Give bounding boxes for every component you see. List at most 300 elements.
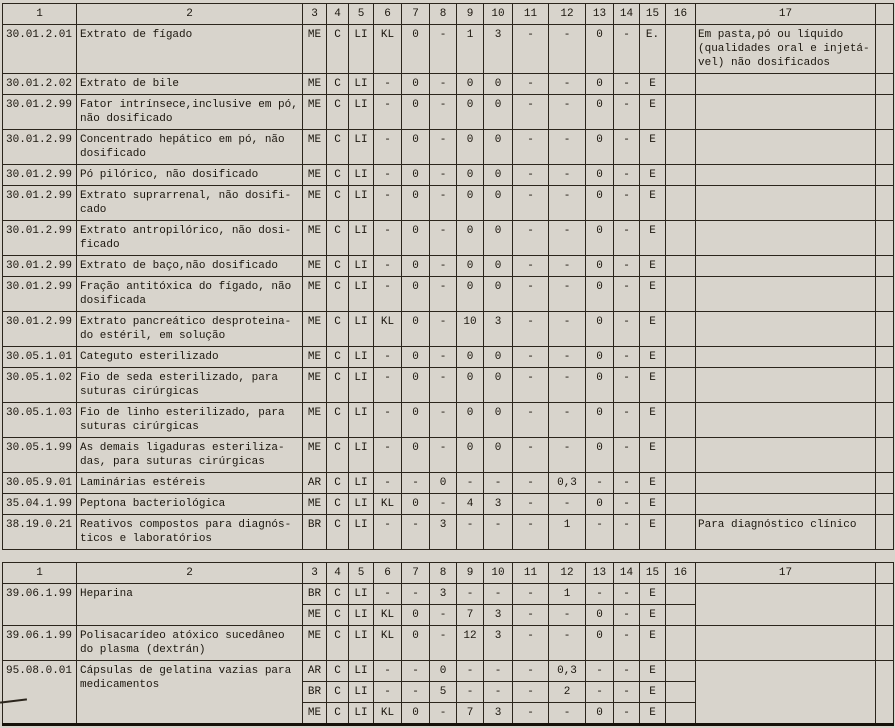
value-cell: ME [303,312,327,347]
value-cell: 0 [586,605,614,626]
value-cell: C [327,130,349,165]
margin-cell [876,661,894,725]
table-row [3,626,894,661]
column-header [876,4,894,25]
description-cell: Laminárias estéreis [77,473,303,494]
note-cell [696,473,876,494]
value-cell: - [614,277,640,312]
value-cell: - [614,95,640,130]
value-cell: E [640,515,666,550]
value-cell: - [513,403,549,438]
value-cell: - [549,256,586,277]
value-cell: 0 [457,403,484,438]
value-cell: E [640,605,666,626]
value-cell: - [513,473,549,494]
value-cell: - [549,347,586,368]
value-cell: - [402,473,430,494]
column-header: 4 [327,563,349,584]
description-cell: Peptona bacteriológica [77,494,303,515]
value-cell: - [513,661,549,682]
value-cell: 0 [457,74,484,95]
note-cell [696,256,876,277]
value-cell: 0 [586,25,614,74]
column-header: 15 [640,4,666,25]
value-cell: 0 [484,403,513,438]
value-cell: 0 [402,312,430,347]
code-cell: 30.01.2.02 [3,74,77,95]
value-cell: C [327,605,349,626]
value-cell [666,584,696,605]
value-cell: 3 [484,25,513,74]
value-cell: 0 [402,403,430,438]
column-header: 5 [349,4,374,25]
value-cell: - [549,186,586,221]
value-cell: - [374,473,402,494]
value-cell: - [374,256,402,277]
value-cell: - [513,312,549,347]
value-cell: 0 [586,95,614,130]
column-header: 14 [614,563,640,584]
margin-cell [876,277,894,312]
note-cell [696,494,876,515]
value-cell: E [640,165,666,186]
value-cell: 0 [484,347,513,368]
value-cell: 0 [457,95,484,130]
value-cell: - [402,682,430,703]
note-cell [696,312,876,347]
value-cell: 12 [457,626,484,661]
value-cell: C [327,256,349,277]
column-header: 13 [586,4,614,25]
value-cell: - [614,312,640,347]
value-cell: 0 [586,312,614,347]
column-header: 9 [457,563,484,584]
column-header: 8 [430,4,457,25]
value-cell: - [614,25,640,74]
value-cell: - [430,368,457,403]
code-cell: 30.01.2.99 [3,95,77,130]
value-cell: - [513,368,549,403]
value-cell: - [430,165,457,186]
value-cell: 0 [402,130,430,165]
value-cell: 0 [457,368,484,403]
value-cell: LI [349,368,374,403]
value-cell: 0 [586,494,614,515]
column-header: 6 [374,4,402,25]
column-header: 6 [374,563,402,584]
value-cell: E [640,584,666,605]
value-cell: 0 [586,626,614,661]
value-cell: 0 [484,438,513,473]
value-cell: - [430,626,457,661]
value-cell: C [327,74,349,95]
value-cell: - [586,682,614,703]
table-row [3,438,894,473]
value-cell: KL [374,25,402,74]
value-cell: - [513,703,549,725]
value-cell: - [513,515,549,550]
value-cell: 0 [457,165,484,186]
value-cell: - [549,403,586,438]
margin-cell [876,95,894,130]
table-row [3,95,894,130]
value-cell: - [402,661,430,682]
value-cell [666,473,696,494]
value-cell: 0 [402,368,430,403]
margin-cell [876,25,894,74]
value-cell: BR [303,584,327,605]
value-cell: 0 [586,130,614,165]
value-cell: LI [349,515,374,550]
note-cell: Para diagnóstico clínico [696,515,876,550]
value-cell: C [327,494,349,515]
value-cell: - [549,368,586,403]
value-cell: 3 [484,605,513,626]
description-cell: Extrato de baço,não dosificado [77,256,303,277]
value-cell: 0 [402,25,430,74]
margin-cell [876,165,894,186]
column-header: 12 [549,4,586,25]
value-cell: E [640,661,666,682]
value-cell: - [430,256,457,277]
description-cell: Heparina [77,584,303,626]
value-cell: - [430,605,457,626]
value-cell: - [513,130,549,165]
value-cell: E [640,703,666,725]
column-header: 7 [402,563,430,584]
value-cell: - [484,473,513,494]
value-cell: - [374,74,402,95]
value-cell: LI [349,312,374,347]
code-cell: 30.01.2.99 [3,186,77,221]
value-cell: - [513,277,549,312]
value-cell: - [430,25,457,74]
value-cell: - [430,703,457,725]
value-cell: - [374,347,402,368]
note-cell [696,277,876,312]
value-cell: LI [349,277,374,312]
margin-cell [876,130,894,165]
value-cell [666,347,696,368]
table-row [3,312,894,347]
value-cell [666,74,696,95]
value-cell [666,515,696,550]
value-cell: - [374,221,402,256]
value-cell: - [614,403,640,438]
value-cell: 3 [484,494,513,515]
margin-cell [876,347,894,368]
column-header: 9 [457,4,484,25]
value-cell: ME [303,130,327,165]
value-cell: LI [349,661,374,682]
value-cell: ME [303,256,327,277]
value-cell: 0 [484,221,513,256]
value-cell: - [430,438,457,473]
value-cell: - [430,277,457,312]
value-cell: - [374,95,402,130]
value-cell: C [327,312,349,347]
value-cell: - [614,626,640,661]
value-cell: - [430,186,457,221]
value-cell: 0 [586,368,614,403]
value-cell: 0 [402,347,430,368]
value-cell: E [640,347,666,368]
value-cell: - [549,130,586,165]
value-cell: BR [303,682,327,703]
value-cell: E [640,403,666,438]
value-cell: - [374,165,402,186]
value-cell: C [327,682,349,703]
margin-cell [876,312,894,347]
table-row [3,277,894,312]
margin-cell [876,494,894,515]
value-cell: 0 [586,403,614,438]
value-cell: C [327,703,349,725]
code-cell: 30.05.1.01 [3,347,77,368]
note-cell [696,130,876,165]
column-header: 10 [484,563,513,584]
value-cell: ME [303,494,327,515]
value-cell: 0 [586,347,614,368]
value-cell [666,661,696,682]
value-cell: C [327,221,349,256]
value-cell: 2 [549,682,586,703]
column-header: 3 [303,563,327,584]
value-cell: - [513,438,549,473]
value-cell: E [640,277,666,312]
value-cell: 0 [457,256,484,277]
column-header: 1 [3,563,77,584]
value-cell: - [614,256,640,277]
value-cell: C [327,626,349,661]
table-row [3,515,894,550]
table-row [3,256,894,277]
code-cell: 30.05.1.03 [3,403,77,438]
value-cell: ME [303,605,327,626]
value-cell: - [614,605,640,626]
value-cell: - [614,515,640,550]
code-cell: 30.01.2.99 [3,221,77,256]
note-cell [696,221,876,256]
value-cell: KL [374,312,402,347]
value-cell: 0 [484,130,513,165]
value-cell [666,682,696,703]
value-cell: 0 [484,74,513,95]
description-cell: Fator intrínsece,inclusive em pó, não dosificado [77,95,303,130]
value-cell: - [549,438,586,473]
margin-cell [876,584,894,626]
note-cell [696,438,876,473]
value-cell: - [549,494,586,515]
column-header: 2 [77,4,303,25]
value-cell: - [484,682,513,703]
table-row [3,473,894,494]
table-row [3,661,894,682]
value-cell: C [327,661,349,682]
column-header: 17 [696,4,876,25]
value-cell [666,186,696,221]
value-cell: - [614,347,640,368]
code-cell: 95.08.0.01 [3,661,77,725]
value-cell: - [457,661,484,682]
value-cell: - [513,347,549,368]
value-cell: - [614,74,640,95]
value-cell: - [513,74,549,95]
value-cell: - [614,494,640,515]
table-row [3,25,894,74]
table-row [3,584,894,605]
value-cell: LI [349,494,374,515]
value-cell [666,626,696,661]
value-cell: - [614,703,640,725]
value-cell: ME [303,368,327,403]
value-cell: AR [303,661,327,682]
value-cell: E [640,130,666,165]
value-cell [666,403,696,438]
value-cell: 1 [549,515,586,550]
value-cell: - [614,186,640,221]
description-cell: Categuto esterilizado [77,347,303,368]
note-cell [696,165,876,186]
value-cell [666,605,696,626]
description-cell: As demais ligaduras esteriliza-das, para suturas cirúrgicas [77,438,303,473]
note-cell [696,347,876,368]
value-cell: 0 [402,277,430,312]
value-cell: LI [349,256,374,277]
value-cell: 0,3 [549,661,586,682]
value-cell: 0 [484,95,513,130]
value-cell: LI [349,473,374,494]
code-cell: 30.01.2.99 [3,165,77,186]
code-cell: 30.01.2.01 [3,25,77,74]
value-cell: - [614,368,640,403]
value-cell: ME [303,438,327,473]
code-cell: 35.04.1.99 [3,494,77,515]
column-header: 16 [666,563,696,584]
value-cell: ME [303,403,327,438]
note-cell: Em pasta,pó ou líquido (qualidades oral e injetá-vel) não dosificados [696,25,876,74]
value-cell: C [327,25,349,74]
value-cell: - [513,494,549,515]
value-cell: 1 [549,584,586,605]
value-cell: E [640,682,666,703]
description-cell: Cápsulas de gelatina vazias para medicamentos [77,661,303,725]
value-cell: - [513,186,549,221]
value-cell: 3 [430,584,457,605]
value-cell: 0 [586,221,614,256]
value-cell: KL [374,703,402,725]
value-cell: 4 [457,494,484,515]
value-cell: LI [349,403,374,438]
value-cell: 1 [457,25,484,74]
value-cell: 0 [586,703,614,725]
value-cell: 0 [402,256,430,277]
description-cell: Extrato suprarrenal, não dosifi-cado [77,186,303,221]
value-cell: 0 [402,165,430,186]
code-cell: 30.05.1.02 [3,368,77,403]
code-cell: 39.06.1.99 [3,626,77,661]
value-cell: - [402,515,430,550]
value-cell: LI [349,347,374,368]
value-cell: - [374,584,402,605]
value-cell: E [640,473,666,494]
value-cell: - [549,626,586,661]
value-cell: - [457,473,484,494]
value-cell: 0 [402,703,430,725]
table-row [3,74,894,95]
value-cell: ME [303,74,327,95]
value-cell: E [640,438,666,473]
value-cell: E [640,312,666,347]
note-cell [696,186,876,221]
value-cell [666,438,696,473]
value-cell: LI [349,438,374,473]
value-cell: - [430,95,457,130]
column-header: 16 [666,4,696,25]
value-cell: - [513,584,549,605]
code-cell: 30.01.2.99 [3,277,77,312]
value-cell: - [484,584,513,605]
description-cell: Extrato pancreático desproteina-do estéril, em solução [77,312,303,347]
value-cell: C [327,515,349,550]
value-cell [666,221,696,256]
value-cell: 0 [457,277,484,312]
value-cell: 3 [484,312,513,347]
value-cell: 0 [457,221,484,256]
value-cell: 3 [484,703,513,725]
value-cell: LI [349,221,374,256]
value-cell: 0 [586,186,614,221]
value-cell: 0 [586,277,614,312]
value-cell: 0 [430,661,457,682]
description-cell: Fração antitóxica do fígado, não dosificada [77,277,303,312]
value-cell: - [549,277,586,312]
value-cell: - [513,221,549,256]
value-cell: - [549,312,586,347]
value-cell: - [513,605,549,626]
value-cell: - [586,584,614,605]
upper-table [2,3,894,550]
value-cell: 0,3 [549,473,586,494]
value-cell: C [327,95,349,130]
value-cell: - [513,682,549,703]
margin-cell [876,186,894,221]
column-header: 4 [327,4,349,25]
value-cell: 10 [457,312,484,347]
header-row [3,563,894,584]
table-row [3,165,894,186]
note-cell [696,403,876,438]
margin-cell [876,626,894,661]
code-cell: 30.05.9.01 [3,473,77,494]
note-cell [696,95,876,130]
code-cell: 30.01.2.99 [3,256,77,277]
value-cell: - [513,95,549,130]
column-header: 8 [430,563,457,584]
value-cell: E. [640,25,666,74]
value-cell: 5 [430,682,457,703]
value-cell [666,277,696,312]
value-cell: 7 [457,605,484,626]
value-cell: 0 [402,626,430,661]
value-cell: - [430,130,457,165]
value-cell: E [640,95,666,130]
value-cell: E [640,368,666,403]
value-cell: E [640,186,666,221]
value-cell [666,95,696,130]
value-cell: 0 [457,347,484,368]
value-cell: C [327,438,349,473]
